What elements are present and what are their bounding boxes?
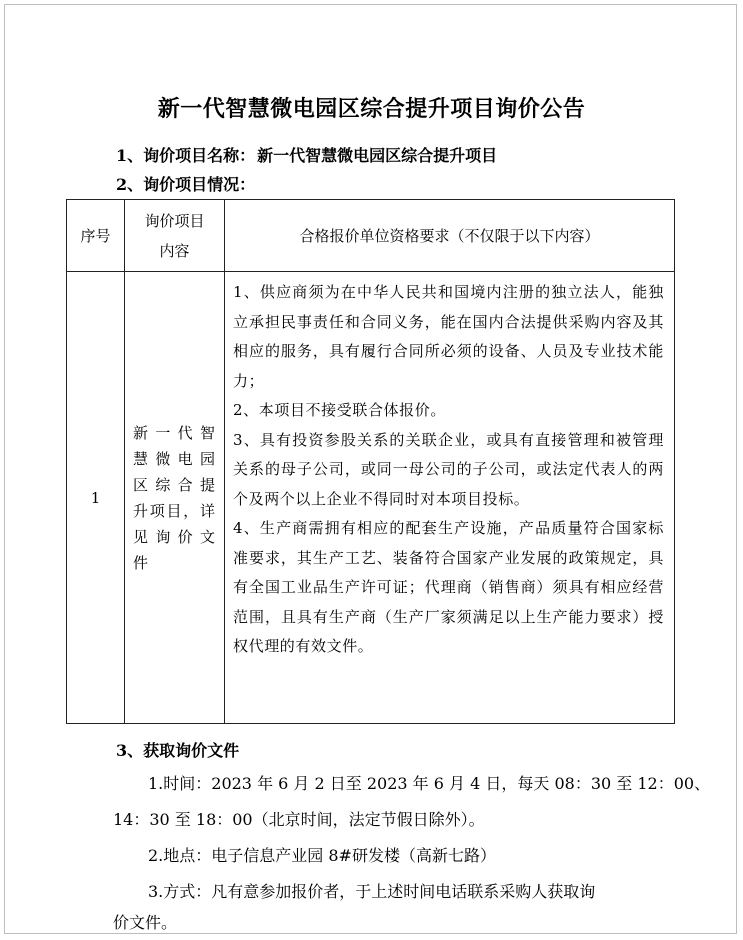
requirement-2: 2、本项目不接受联合体报价。 xyxy=(233,401,446,419)
row-requirements xyxy=(225,272,675,724)
requirement-1: 1、供应商须为在中华人民共和国境内注册的独立法人，能独立承担民事责任和合同义务，能在国内合法提供采购内容及其相应的服务，具有履行合同所必须的设备、人员及专业技术能力； xyxy=(233,283,664,390)
header-seq: 序号 xyxy=(67,200,125,272)
requirements-table xyxy=(66,199,675,724)
section-1 xyxy=(116,143,497,166)
header-item xyxy=(125,200,225,272)
row-item-line: 慧微电园 xyxy=(133,449,216,468)
method-line-2: 价文件。 xyxy=(113,913,178,932)
header-requirements: 合格报价单位资格要求（不仅限于以下内容） xyxy=(225,200,675,272)
row-item xyxy=(125,272,225,724)
row-item-line: 件 xyxy=(133,553,150,572)
header-item-line1: 询价项目 xyxy=(144,211,205,230)
time-line-2: 14：30 至 18：00（北京时间，法定节假日除外）。 xyxy=(113,810,485,829)
row-item-line: 新一代智 xyxy=(133,423,216,442)
time-line-1: 1.时间：2023 年 6 月 2 日至 2023 年 6 月 4 日，每天 08：30 至 12：00、 xyxy=(148,774,711,793)
section-2-label: 2、询价项目情况： xyxy=(116,175,256,194)
section-1-value: 新一代智慧微电园区综合提升项目 xyxy=(257,146,498,165)
table-header-row xyxy=(67,200,675,272)
table-row xyxy=(67,272,675,724)
place-line: 2.地点：电子信息产业园 8#研发楼（高新七路） xyxy=(148,846,496,865)
method-line-1: 3.方式：凡有意参加报价者，于上述时间电话联系采购人获取询 xyxy=(148,882,596,901)
requirement-4: 4、生产商需拥有相应的配套生产设施，产品质量符合国家标准要求，其生产工艺、装备符合国家产业发展的政策规定，具有全国工业品生产许可证；代理商（销售商）须具有相应经营范围，且具有生产商（生产厂家须满足以上生产能力要求）授权代理的有效文件。 xyxy=(233,519,664,655)
section-3-label: 3、获取询价文件 xyxy=(116,741,240,760)
row-item-line: 见询价文 xyxy=(133,527,216,546)
requirement-3: 3、具有投资参股关系的关联企业，或具有直接管理和被管理关系的母子公司，或同一母公司的子公司，或法定代表人的两个及两个以上企业不得同时对本项目投标。 xyxy=(233,430,664,508)
page-title: 新一代智慧微电园区综合提升项目询价公告 xyxy=(157,96,586,122)
row-seq: 1 xyxy=(67,272,125,724)
row-item-line: 升项目，详 xyxy=(133,501,216,520)
section-1-label: 1、询价项目名称： xyxy=(116,146,256,165)
header-item-line2: 内容 xyxy=(159,241,190,260)
row-item-line: 区综合提 xyxy=(133,475,216,494)
